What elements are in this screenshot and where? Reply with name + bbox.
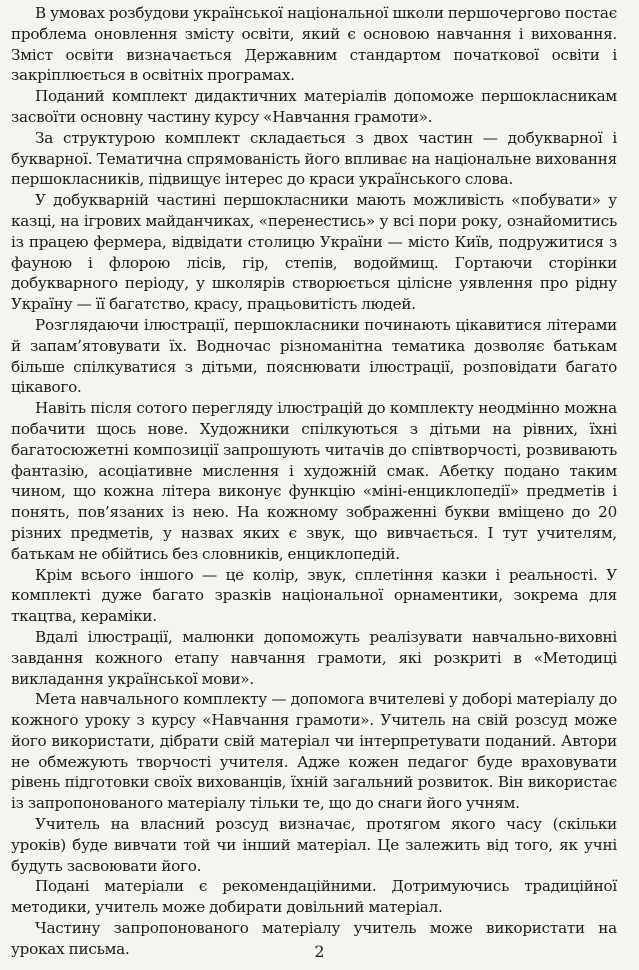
- paragraph-7: Крім всього іншого — це колір, звук, сплетіння казки і реальності. У комплекті дуже багато зразків національної орнаментики, зокрема для ткацтва, кераміки.: [11, 565, 617, 626]
- paragraph-9: Мета навчального комплекту — допомога вчителеві у доборі матеріалу до кожного уроку з курсу «Навчання грамоти». Учитель на свій розсуд може його використати, дібрати свій матеріал чи інтерпретувати поданий. Автори не обмежують творчості учителя. Адже кожен педагог буде враховувати рівень підготовки своїх вихованців, їхній загальний розвиток. Він використає із запропонованого матеріалу тільки те, що до снаги його учням.: [11, 690, 617, 813]
- body-text: [11, 3, 617, 960]
- paragraph-12: Частину запропонованого матеріалу учитель може використати на уроках письма.: [11, 919, 617, 958]
- paragraph-5: Розглядаючи ілюстрації, першокласники починають цікавитися літерами й запам’ятовувати їх. Водночас різноманітна тематика дозволяє батькам більше спілкуватися з дітьми, пояснювати ілюстрації, розповідати багато цікавого.: [11, 315, 617, 397]
- paragraph-2: Поданий комплект дидактичних матеріалів допоможе першокласникам засвоїти основну частину курсу «Навчання грамоти».: [11, 87, 617, 126]
- paragraph-3: За структурою комплект складається з двох частин — добукварної і букварної. Тематична спрямованість його впливає на національне виховання першокласників, підвищує інтерес до краси українського слова.: [11, 128, 617, 189]
- paragraph-4: У добукварній частині першокласники мають можливість «побувати» у казці, на ігрових майданчиках, «перенестись» у всі пори року, ознайомитись із працею фермера, відвідати столицю України — місто Київ, подружитися з фауною і флорою лісів, гір, степів, водоймищ. Гортаючи сторінки добукварного періоду, у школярів створюється цілісне уявлення про рідну Україну — її багатство, красу, працьовитість людей.: [11, 191, 617, 314]
- paragraph-11: Подані матеріали є рекомендаційними. Дотримуючись традиційної методики, учитель може добирати довільний матеріал.: [11, 877, 617, 917]
- page-number: 2: [314, 942, 325, 961]
- paragraph-6: Навіть після сотого перегляду ілюстрацій до комплекту неодмінно можна побачити щось нове. Художники спілкуються з дітьми на рівних, їхні багатосюжетні композиції запрошують читачів до співтворчості, розвивають фантазію, асоціативне мислення і художній смак. Абетку подано таким чином, що кожна літера виконує функцію «міні-енциклопедії» предметів і понять, пов’язаних із нею. На кожному зображенні букви вміщено до 20 різних предметів, у назвах яких є звук, що вивчається. І тут учителям, батькам не обійтись без словників, енциклопедій.: [11, 399, 617, 563]
- paragraph-10: Учитель на власний розсуд визначає, протягом якого часу (скільки уроків) буде вивчати той чи інший матеріал. Це залежить від того, як учні будуть засвоювати його.: [11, 815, 617, 875]
- paragraph-1: В умовах розбудови української національної школи першочергово постає проблема оновлення змісту освіти, який є основою навчання і виховання. Зміст освіти визначається Державним стандартом початкової освіти і закріплюється в освітніх програмах.: [11, 4, 617, 85]
- paragraph-8: Вдалі ілюстрації, малюнки допоможуть реалізувати навчально-виховні завдання кожного етапу навчання грамоти, які розкриті в «Методиці викладання української мови».: [11, 627, 617, 688]
